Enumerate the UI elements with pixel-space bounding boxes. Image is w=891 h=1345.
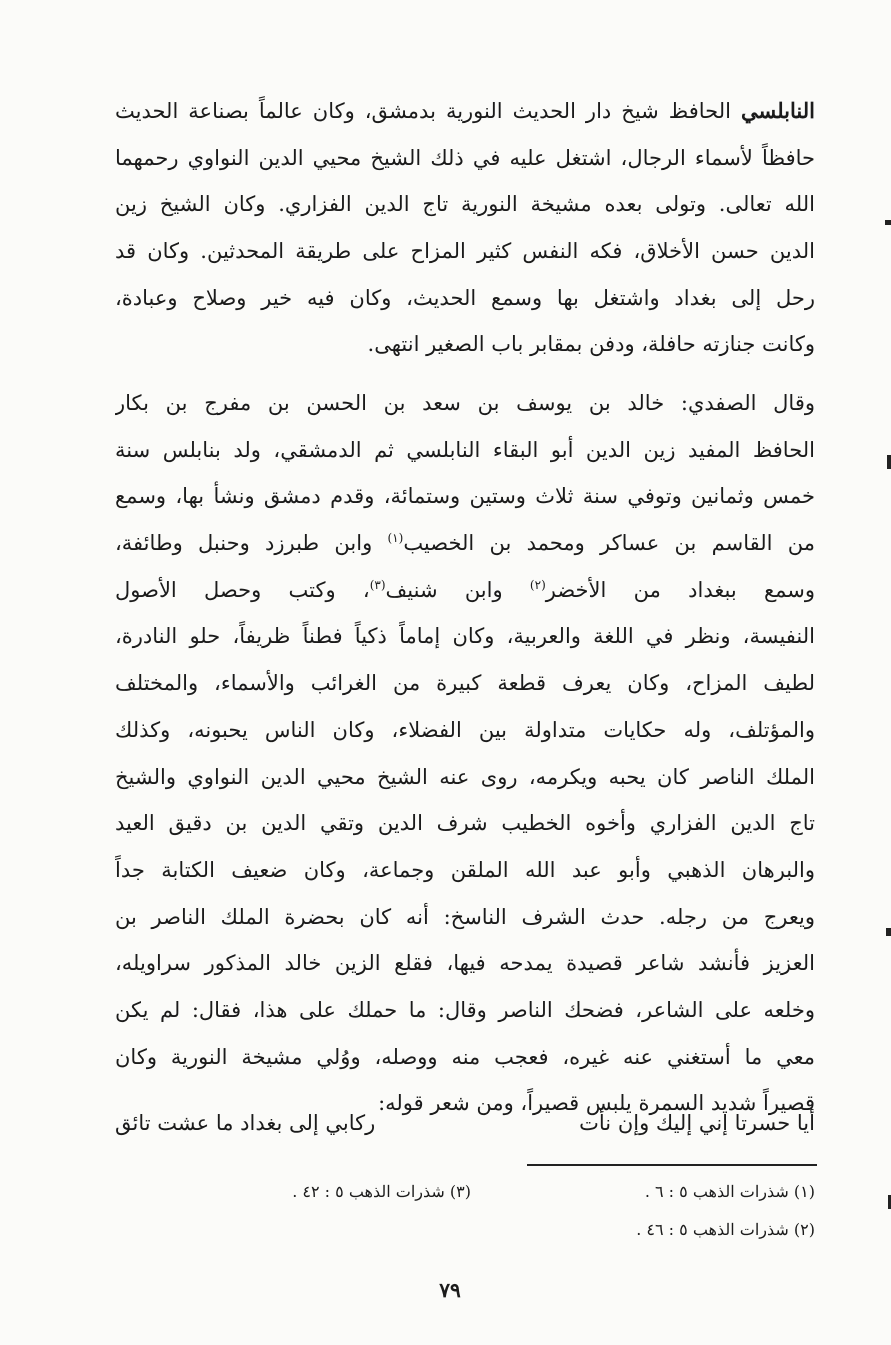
line-text: وابن شنيف <box>385 577 530 602</box>
margin-mark <box>885 220 891 225</box>
lead-name: النابلسي <box>740 98 815 123</box>
paragraph-2 <box>115 380 815 1127</box>
paragraph-1-line-5: رحل إلى بغداد واشتغل بها وسمع الحديث، وكان فيه خير وصلاح وعبادة، <box>115 285 815 310</box>
line-text: وابن طبرزد وحنبل وطائفة، <box>115 531 388 556</box>
poetry-verse <box>115 1100 815 1146</box>
footnote-ref-3[interactable]: (٣) <box>369 577 386 592</box>
margin-mark <box>887 455 891 469</box>
paragraph-2-line-10: تاج الدين الفزاري وأخوه الخطيب شرف الدين وتقي الدين بن دقيق العيد <box>115 811 815 836</box>
paragraph-1 <box>115 88 815 368</box>
line-text: من القاسم بن عساكر ومحمد بن الخصيب <box>403 531 815 556</box>
verse-hemistich-1: أيا حسرتا إني إليك وإن نأت <box>579 1111 815 1135</box>
footnote-ref-1[interactable]: (١) <box>387 531 404 546</box>
footnote-separator <box>527 1164 817 1166</box>
line-text: الحافظ شيخ دار الحديث النورية بدمشق، وكان عالماً بصناعة الحديث <box>115 99 741 123</box>
verse-hemistich-2: ركابي إلى بغداد ما عشت تائق <box>115 1111 376 1135</box>
paragraph-2-line-7: لطيف المزاح، وكان يعرف قطعة كبيرة من الغرائب والأسماء، والمختلف <box>115 671 815 696</box>
paragraph-2-line-14: وخلعه على الشاعر، فضحك الناصر وقال: ما حملك على هذا، فقال: لم يكن <box>115 997 815 1022</box>
paragraph-2-line-2: الحافظ المفيد زين الدين أبو البقاء النابلسي ثم الدمشقي، ولد بنابلس سنة <box>115 437 815 462</box>
margin-mark <box>886 928 891 936</box>
paragraph-2-line-3: خمس وثمانين وتوفي سنة ثلاث وستين وستمائة، وقدم دمشق ونشأ بها، وسمع <box>115 484 815 509</box>
paragraph-1-line-3: الله تعالى. وتولى بعده مشيخة النورية تاج الدين الفزاري. وكان الشيخ زين <box>115 192 815 217</box>
paragraph-1-line-2: حافظاً لأسماء الرجال، اشتغل عليه في ذلك الشيخ محيي الدين النواوي رحمهما <box>115 145 815 170</box>
paragraph-1-line-6: وكانت جنازته حافلة، ودفن بمقابر باب الصغير انتهى. <box>367 332 815 357</box>
paragraph-2-line-4 <box>115 520 815 567</box>
paragraph-2-line-16: قصيراً شديد السمرة يلبس قصيراً، ومن شعر قوله: <box>378 1091 815 1116</box>
paragraph-2-line-8: والمؤتلف، وله حكايات متداولة بين الفضلاء، وكان الناس يحبونه، وكذلك <box>115 717 815 742</box>
paragraph-2-line-15: معي ما أستغني عنه غيره، فعجب منه ووصله، ووُلي مشيخة النورية وكان <box>115 1044 815 1069</box>
line-text: وسمع ببغداد من الأخضر <box>545 577 815 602</box>
paragraph-1-line-1 <box>115 88 815 135</box>
line-text: ، وكتب وحصل الأصول <box>115 577 370 602</box>
paragraph-1-line-4: الدين حسن الأخلاق، فكه النفس كثير المزاح على طريقة المحدثين. وكان قد <box>115 239 815 264</box>
footnote-1: (١) شذرات الذهب ٥ : ٦ . <box>644 1182 815 1201</box>
paragraph-2-line-11: والبرهان الذهبي وأبو عبد الله الملقن وجماعة، وكان ضعيف الكتابة جداً <box>115 857 815 882</box>
paragraph-2-line-13: العزيز فأنشد شاعر قصيدة يمدحه فيها، فقلع الزين خالد المذكور سراويله، <box>115 951 815 976</box>
footnote-3: (٣) شذرات الذهب ٥ : ٤٢ . <box>292 1182 471 1201</box>
paragraph-2-line-12: ويعرج من رجله. حدث الشرف الناسخ: أنه كان بحضرة الملك الناصر بن <box>115 904 815 929</box>
page-number: ٧٩ <box>439 1278 461 1302</box>
paragraph-2-line-1: وقال الصفدي: خالد بن يوسف بن سعد بن الحسن بن مفرج بن بكار <box>115 391 815 415</box>
paragraph-2-line-5 <box>115 567 815 614</box>
paragraph-2-line-6: النفيسة، ونظر في اللغة والعربية، وكان إماماً ذكياً فطناً ظريفاً، حلو النادرة، <box>115 624 815 649</box>
paragraph-2-line-9: الملك الناصر كان يحبه ويكرمه، روى عنه الشيخ محيي الدين النواوي والشيخ <box>115 764 815 789</box>
footnote-2: (٢) شذرات الذهب ٥ : ٤٦ . <box>636 1220 815 1239</box>
footnote-ref-2[interactable]: (٢) <box>529 577 546 592</box>
